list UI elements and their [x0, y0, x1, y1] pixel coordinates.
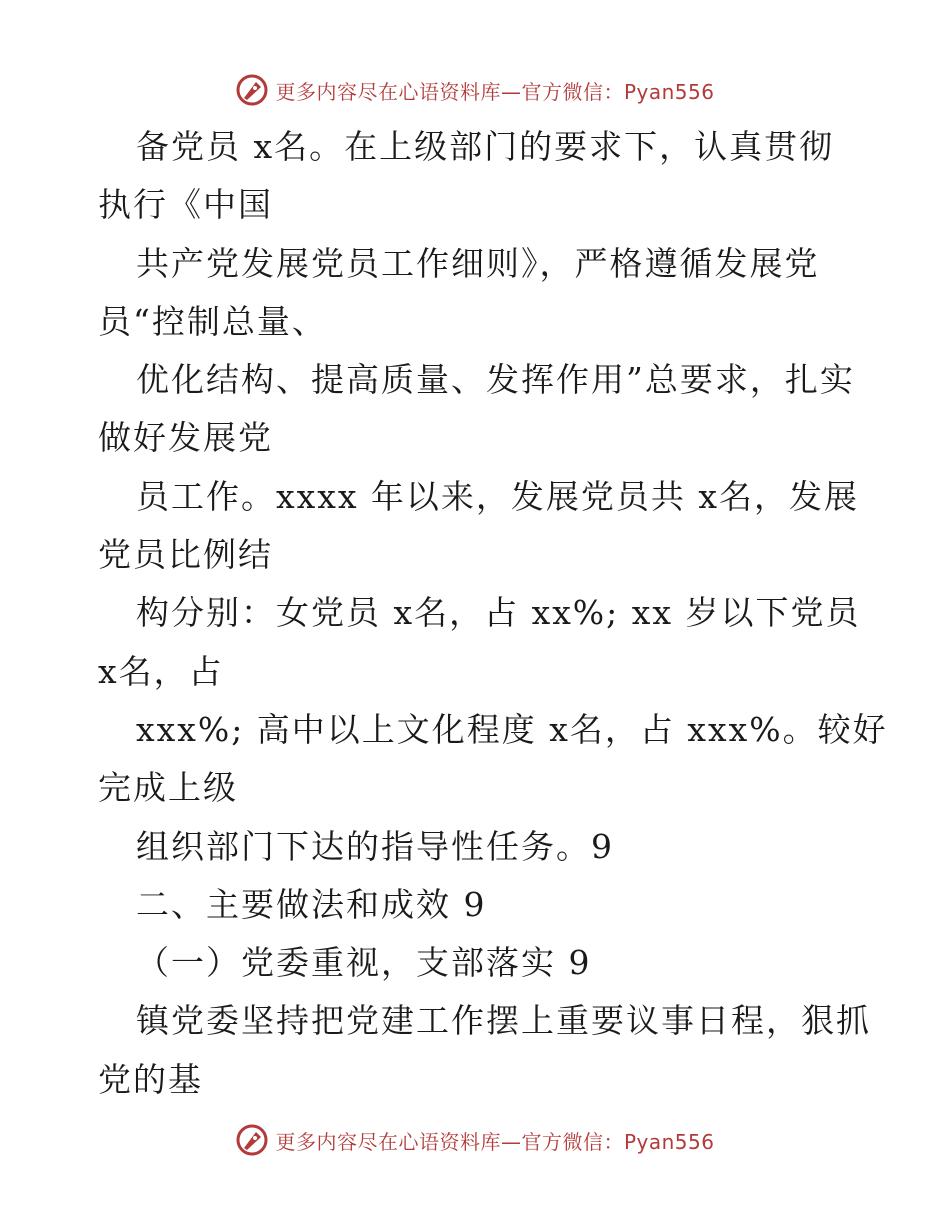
footer-banner-text: 更多内容尽在心语资料库—官方微信：Pyan556 [275, 1129, 715, 1154]
text-line: 二、主要做法和成效 9 [136, 884, 487, 924]
text-line: 员工作。xxxx 年以来，发展党员共 x名，发展 [136, 476, 860, 516]
pen-nib-logo-icon [235, 1123, 269, 1157]
text-line: 做好发展党 [98, 418, 273, 458]
text-line: 组织部门下达的指导性任务。9 [136, 826, 614, 866]
pen-nib-logo-icon [235, 73, 269, 107]
text-line: 党的基 [98, 1059, 203, 1099]
text-line: 共产党发展党员工作细则》，严格遵循发展党 [136, 243, 820, 283]
footer-banner [0, 1120, 950, 1160]
text-line: xxx%; 高中以上文化程度 x名，占 xxx%。较好 [136, 709, 888, 749]
text-line: 优化结构、提高质量、发挥作用”总要求，扎实 [136, 360, 855, 400]
text-line: 备党员 x名。在上级部门的要求下，认真贯彻 [136, 127, 835, 166]
text-line: （一）党委重视，支部落实 9 [136, 943, 592, 983]
header-banner-text: 更多内容尽在心语资料库—官方微信：Pyan556 [275, 79, 715, 104]
text-line: 镇党委坚持把党建工作摆上重要议事日程，狠抓 [136, 1001, 871, 1041]
text-line: 员“控制总量、 [98, 301, 327, 341]
document-body [98, 118, 888, 1109]
text-line: 党员比例结 [98, 535, 273, 575]
text-line: x名，占 [98, 651, 224, 691]
text-line: 完成上级 [98, 768, 238, 808]
header-banner [0, 70, 950, 110]
text-line: 构分别：女党员 x名，占 xx%; xx 岁以下党员 [136, 593, 861, 633]
text-line: 执行《中国 [98, 185, 273, 225]
